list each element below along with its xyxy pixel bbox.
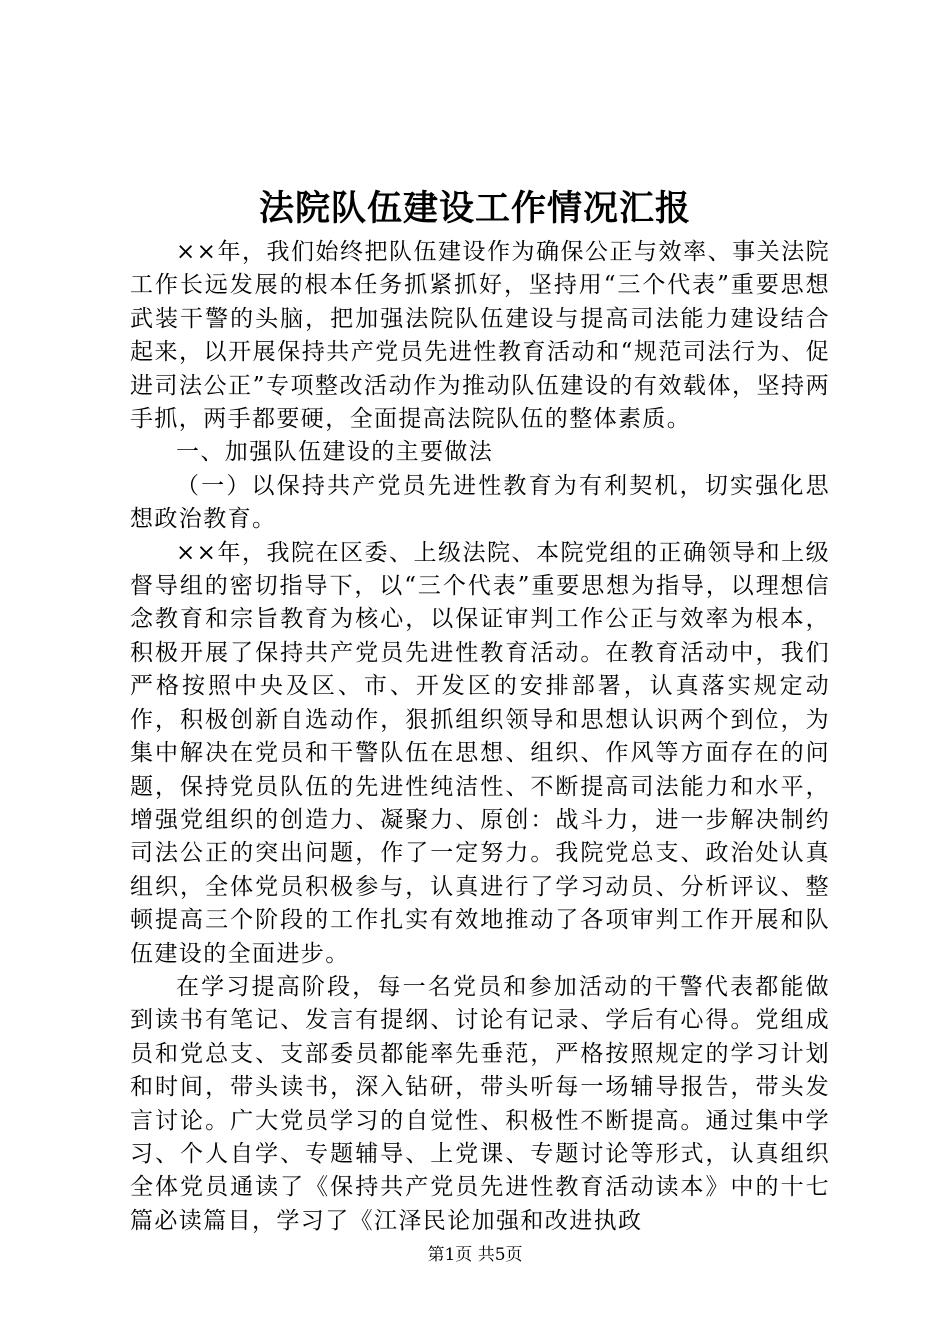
body-paragraph: ××年，我院在区委、上级法院、本院党组的正确领导和上级督导组的密切指导下，以“三个代表”重要思想为指导，以理想信念教育和宗旨教育为核心，以保证审判工作公正与效率为根本，积极开展了保持共产党员先进性教育活动。在教育活动中，我们严格按照中央及区、市、开发区的安排部署，认真落实规定动作，积极创新自选动作，狠抓组织领导和思想认识两个到位，为集中解决在党员和干警队伍在思想、组织、作风等方面存在的问题，保持党员队伍的先进性纯洁性、不断提高司法能力和水平，增强党组织的创造力、凝聚力、原创：战斗力，进一步解决制约司法公正的突出问题，作了一定努力。我院党总支、政治处认真组织，全体党员积极参与，认真进行了学习动员、分析评议、整顿提高三个阶段的工作扎实有效地推动了各项审判工作开展和队伍建设的全面进步。 — [130, 539, 830, 967]
intro-paragraph: ××年，我们始终把队伍建设作为确保公正与效率、事关法院工作长远发展的根本任务抓紧抓好，坚持用“三个代表”重要思想武装干警的头脑，把加强法院队伍建设与提高司法能力建设结合起来，以开展保持共产党员先进性教育活动和“规范司法行为、促进司法公正”专项整改活动作为推动队伍建设的有效载体，坚持两手抓，两手都要硬，全面提高法院队伍的整体素质。 — [130, 239, 830, 433]
subsection-heading-1: （一）以保持共产党员先进性教育为有利契机，切实强化思想政治教育。 — [130, 472, 830, 533]
section-heading-1: 一、加强队伍建设的主要做法 — [176, 439, 494, 466]
page-number-footer: 第1页 共5页 — [427, 1245, 523, 1265]
document-body — [130, 236, 830, 1238]
body-paragraph: 在学习提高阶段，每一名党员和参加活动的干警代表都能做到读书有笔记、发言有提纲、讨论有记录、学后有心得。党组成员和党总支、支部委员都能率先垂范，严格按照规定的学习计划和时间，带头读书，深入钻研，带头听每一场辅导报告，带头发言讨论。广大党员学习的自觉性、积极性不断提高。通过集中学习、个人自学、专题辅导、上党课、专题讨论等形式，认真组织全体党员通读了《保持共产党员先进性教育活动读本》中的十七篇必读篇目，学习了《江泽民论加强和改进执政 — [130, 973, 830, 1234]
document-title: 法院队伍建设工作情况汇报 — [258, 188, 691, 229]
